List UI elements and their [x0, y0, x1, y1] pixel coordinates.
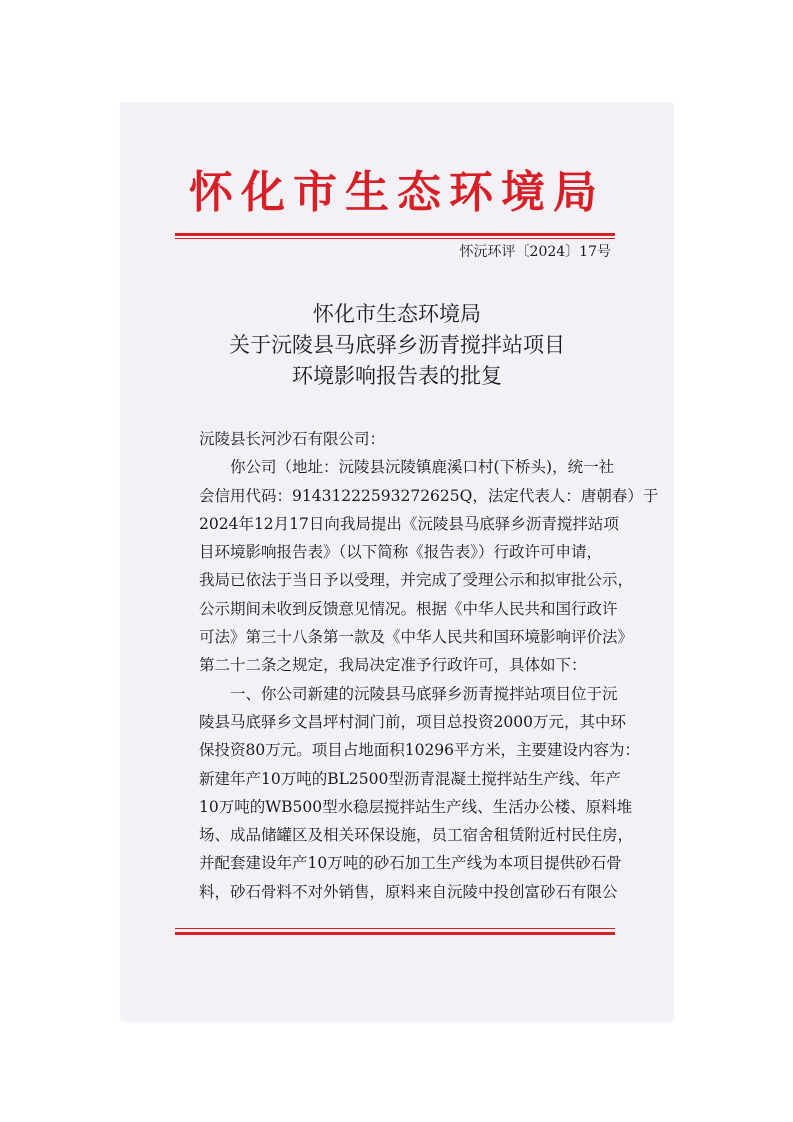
body-line: 目环境影响报告表》（以下简称《报告表》）行政许可申请， [199, 543, 603, 562]
title-line-3: 环境影响报告表的批复 [292, 364, 502, 388]
body-line: 公示期间未收到反馈意见情况。根据《中华人民共和国行政许 [199, 599, 618, 618]
body-line: 料，砂石骨料不对外销售，原料来自沅陵中投创富砂石有限公 [199, 882, 618, 901]
document-page [121, 103, 673, 1021]
title-line-2: 关于沅陵县马底驿乡沥青搅拌站项目 [229, 333, 565, 357]
body-line: 会信用代码：91431222593272625Q，法定代表人：唐朝春）于 [199, 486, 659, 505]
body-line: 我局已依法于当日予以受理，并完成了受理公示和拟审批公示， [199, 571, 634, 590]
document-title [121, 299, 673, 392]
title-line-1: 怀化市生态环境局 [313, 302, 481, 326]
body-line: 10万吨的WB500型水稳层搅拌站生产线、生活办公楼、原料堆 [199, 797, 633, 816]
body-line: 保投资80万元。项目占地面积10296平方米，主要建设内容为： [199, 741, 641, 760]
body-line: 并配套建设年产10万吨的砂石加工生产线为本项目提供砂石骨 [199, 854, 622, 873]
salutation: 沅陵县长河沙石有限公司： [199, 430, 386, 448]
document-body [199, 425, 659, 906]
letterhead-rule-thin [175, 238, 615, 239]
letterhead-rule-thick [175, 233, 615, 236]
body-line: 一、你公司新建的沅陵县马底驿乡沥青搅拌站项目位于沅 [230, 684, 618, 703]
body-line: 新建年产10万吨的BL2500型沥青混凝土搅拌站生产线、年产 [199, 769, 621, 788]
footer-rule-thick [175, 932, 615, 935]
letterhead-title: 怀化市生态环境局 [189, 167, 605, 218]
document-number: 怀沅环评〔2024〕17号 [459, 244, 611, 260]
body-line: 场、成品储罐区及相关环保设施，员工宿舍租赁附近村民住房， [199, 826, 634, 845]
body-line: 可法》第三十八条第一款及《中华人民共和国环境影响评价法》 [199, 628, 634, 647]
body-line: 2024年12月17日向我局提出《沅陵县马底驿乡沥青搅拌站项 [199, 514, 619, 533]
footer-rule-thin [175, 928, 615, 929]
body-line: 第二十二条之规定，我局决定准予行政许可，具体如下： [199, 656, 587, 675]
body-line: 陵县马底驿乡文昌坪村洞门前，项目总投资2000万元，其中环 [199, 712, 626, 731]
body-line: 你公司（地址：沅陵县沅陵镇鹿溪口村(下桥头)，统一社 [230, 458, 615, 477]
